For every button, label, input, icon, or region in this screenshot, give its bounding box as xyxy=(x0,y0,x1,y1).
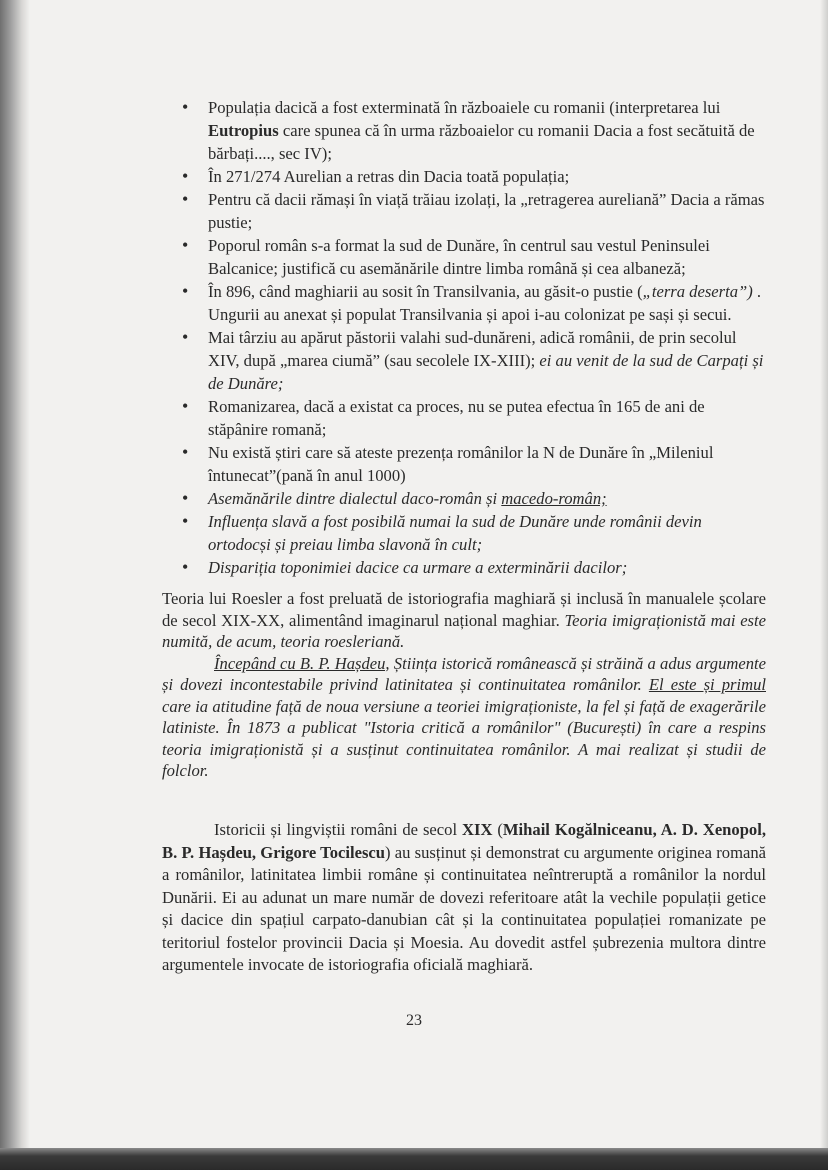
text-run: Asemănările dintre dialectul daco-român și xyxy=(208,489,502,508)
page-number: 23 xyxy=(406,1012,422,1029)
bullet-item xyxy=(182,96,766,165)
paragraph-roesler-theory xyxy=(162,588,766,782)
paragraph-romanian-historians xyxy=(162,819,766,977)
text-run: . Ungurii au anexat și populat Transilvania și apoi i-au colonizat pe sași și secui. xyxy=(208,282,762,324)
text-run: Mai târziu au apărut păstorii valahi sud-dunăreni, adică românii, de prin secolul XIV, după „marea ciumă” (sau secolele IX-XIII); xyxy=(208,328,737,370)
scan-shadow-left xyxy=(0,0,30,1170)
text-run: Nu există știri care să ateste prezența românilor la N de Dunăre în „Mileniul întunecat”(pană în anul 1000) xyxy=(208,443,714,485)
text-run: Populația dacică a fost exterminată în războaiele cu romanii (interpretarea lui xyxy=(208,98,721,117)
text-run: XIX xyxy=(462,820,493,839)
bullet-item xyxy=(182,234,766,280)
text-run: Teoria imigraționistă mai este numită, de acum, teoria roesleriană. xyxy=(162,610,766,651)
text-run: ( xyxy=(492,820,503,839)
text-run: Pentru că dacii rămași în viață trăiau izolați, la „retragerea aureliană” Dacia a rămas pustie; xyxy=(208,190,765,232)
text-run: Dispariția toponimiei dacice ca urmare a exterminării dacilor; xyxy=(208,558,628,577)
text-run: Știința istorică românească și străină a adus argumente și dovezi incontestabile privind latinitatea și continuitatea românilor. xyxy=(162,653,766,694)
bullet-item xyxy=(182,487,766,510)
bullet-item xyxy=(182,510,766,556)
text-run: Teoria lui Roesler a fost preluată de istoriografia maghiară și inclusă în manualele școlare de secol XIX-XX, alimentând imaginarul național maghiar. xyxy=(162,589,766,630)
bullet-item xyxy=(182,556,766,579)
bullet-item xyxy=(182,395,766,441)
text-run: „terra deserta”) xyxy=(642,282,753,301)
text-run: Romanizarea, dacă a existat ca proces, nu se putea efectua în 165 de ani de stăpânire romană; xyxy=(208,397,705,439)
text-run: ei au venit de la sud de Carpați și de Dunăre; xyxy=(208,351,764,393)
bullet-item xyxy=(182,165,766,188)
bullet-item xyxy=(182,441,766,487)
bullet-item xyxy=(182,188,766,234)
text-run: În 896, când maghiarii au sosit în Transilvania, au găsit-o pustie ( xyxy=(208,282,643,301)
text-run: Istoricii și lingviștii români de secol xyxy=(214,820,462,839)
text-run: macedo-român; xyxy=(501,489,607,508)
text-run: El este și primul xyxy=(648,675,766,694)
text-run: Influența slavă a fost posibilă numai la sud de Dunăre unde românii devin ortodocși și preiau limba slavonă în cult; xyxy=(208,512,702,554)
text-run: Poporul român s-a format la sud de Dunăre, în centrul sau vestul Peninsulei Balcanice; justifică cu asemănările dintre limba română și cea albaneză; xyxy=(208,236,710,278)
scan-bottom-edge xyxy=(0,1148,828,1170)
text-run: Eutropius xyxy=(208,121,279,140)
text-run: În 271/274 Aurelian a retras din Dacia toată populația; xyxy=(208,167,570,186)
text-run: care spunea că în urma războaielor cu romanii Dacia a fost secătuită de bărbați...., sec IV); xyxy=(208,121,755,163)
text-run: Mihail Kogălniceanu, A. D. Xenopol, B. P. Hașdeu, Grigore Tocilescu xyxy=(162,820,766,862)
bullet-list xyxy=(182,96,766,579)
text-run: care ia atitudine față de noua versiune a teoriei imigraționiste, la fel și față de exagerările latiniste. În 1873 a publicat "Istoria critică a românilor" (București) în care a respins teoria imigraționistă și a susținut continuitatea românilor. A mai realizat și studii de folclor. xyxy=(162,696,766,780)
bullet-item xyxy=(182,326,766,395)
bullet-item xyxy=(182,280,766,326)
text-run: Începând cu B. P. Hașdeu, xyxy=(214,653,390,673)
scan-shadow-right xyxy=(820,0,828,1170)
text-run: ) au susținut și demonstrat cu argumente originea romană a românilor, latinitatea limbii române și continuitatea neîntreruptă a românilor la nordul Dunării. Ei au adunat un mare număr de dovezi referitoare atât la vechile populații getice și dacice din spațiul carpato-danubian cât și la continuitatea populației romanizate pe teritoriul fostelor provincii Dacia și Moesia. Au dovedit astfel șubrezenia multora dintre argumentele invocate de istoriografia oficială maghiară. xyxy=(162,842,767,974)
